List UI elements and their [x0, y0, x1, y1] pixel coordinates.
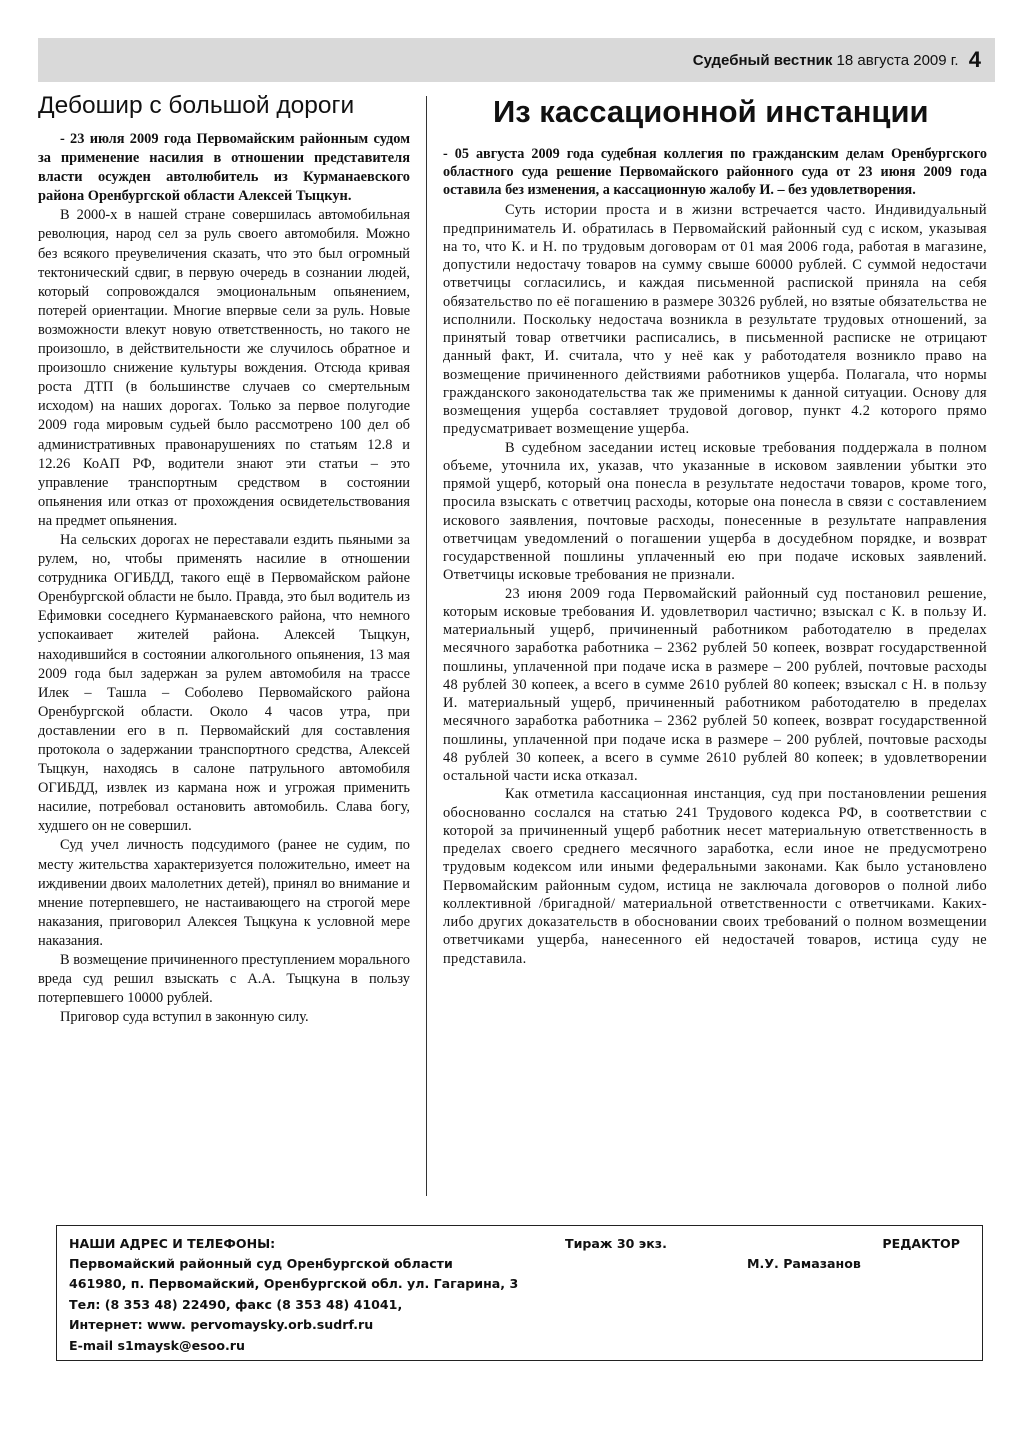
circulation: Тираж 30 экз.: [565, 1236, 667, 1251]
contacts-box: [56, 1225, 983, 1361]
left-paragraph-2: На сельских дорогах не переставали ездить пьяными за рулем, но, чтобы применять насилие в отношении сотрудника ОГИБДД, такого ещё в Первомайском районе Оренбургской области не было. Правда, это был водитель из Ефимовки соседнего Курманаевского района, что немного успокаивает жителей района. Алексей Тыцкун, находившийся в состоянии алкогольного опьянения, 13 мая 2009 года был задержан за рулем автомобиля на трассе Илек – Ташла – Соболево Первомайского района Оренбургской области. Около 4 часов утра, при доставлении его в п. Первомайский для составления протокола о задержании транспортного средства, Алексей Тыцкун, находясь в салоне патрульного автомобиля ОГИБДД, извлек из кармана нож и угрожая применить насилие, потребовал остановить автомобиль. Слава богу, худшего он не совершил.: [38, 531, 410, 835]
website-link[interactable]: Интернет: www. pervomaysky.orb.sudrf.ru: [69, 1317, 374, 1332]
left-paragraph-4: В возмещение причиненного преступлением морального вреда суд решил взыскать с А.А. Тыцкуна в пользу потерпевшего 10000 рублей.: [38, 952, 410, 1007]
page-number: 4: [968, 47, 981, 72]
court-address: 461980, п. Первомайский, Оренбургской обл. ул. Гагарина, 3: [69, 1276, 519, 1291]
issue-date: 18 августа 2009 г.: [836, 52, 959, 69]
right-paragraph-1: Суть истории проста и в жизни встречается часто. Индивидуальный предприниматель И. обратилась в Первомайский районный суд с иском, указывая на то, что К. и Н. по трудовым договорам от 01 мая 2006 года, работая в магазине, допустили недостачу товаров на сумму свыше 60000 рублей. С суммой недостачи ответчицы согласились, и каждая письменной распиской приняла на себя обязательство по её погашению в размере 30326 рублей, но взятые обязательства не исполнили. Поскольку недостача возникла в результате трудовых отношений, за принятый товар ответчики расписались, в письменной расписке не отрицают данный факт, И. считала, что у неё как у работодателя возникло право на возмещение причиненного действиями работников ущерба. Полагала, что нормы гражданского законодательства так же применимы к данной ситуации. Основу для возмещения ущерба составляет трудовой договор, пункт 4.2 которого прямо предусматривает возмещение ущерба.: [443, 202, 987, 438]
right-article-title: Из кассационной инстанции: [493, 94, 929, 129]
left-article: [38, 92, 410, 1027]
court-phones: Тел: (8 353 48) 22490, факс (8 353 48) 41041,: [69, 1297, 403, 1312]
right-paragraph-2: В судебном заседании истец исковые требования поддержала в полном объеме, уточнила их, указав, что указанные в исковом заявлении убытки это прямой ущерб, который она понесла в результате недостачи товаров, кроме того, просила взыскать с ответчиц расходы, которые она понесла в связи с составлением искового заявления, почтовые расходы, понесенные в результате направления ответчицам уведомлений о погашении ущерба в досудебном порядке, и возврат государственной пошлины уплаченный ею при подаче исковых заявлений. Ответчицы исковые требования не признали.: [443, 439, 987, 584]
right-article: [443, 92, 987, 968]
court-name: Первомайский районный суд Оренбургской области: [69, 1256, 453, 1271]
right-article-lead: - 05 августа 2009 года судебная коллегия по гражданским делам Оренбургского областного суда решение Первомайского районного суда от 23 июня 2009 года оставила без изменения, а кассационную жалобу И. – без удовлетворения.: [443, 146, 987, 198]
editor-label: РЕДАКТОР: [882, 1236, 960, 1251]
editor-name: М.У. Рамазанов: [747, 1256, 861, 1271]
left-paragraph-1: В 2000-х в нашей стране совершилась автомобильная революция, народ сел за руль своего автомобиля. Можно без всякого преувеличения сказать, что это был огромный тектонический сдвиг, в первую очередь в сознании людей, который сопровождался эмоциональным опьянением, потерей ориентации. Многие впервые сели за руль. Новые возможности влекут новую ответственность, но такого не произошло, в действительности же случилось обратное и произошло снижение культуры вождения. Отсюда кривая роста ДТП (в большинстве случаев со смертельным исходом) на наших дорогах. Только за первое полугодие 2009 года мировым судьей было рассмотрено 100 дел об административных правонарушениях по статьям 12.8 и 12.26 КоАП РФ, водители знают эти статьи – это управление транспортным средством в состоянии опьянения или отказ от прохождения освидетельствования на предмет опьянения.: [38, 207, 410, 529]
left-article-title: Дебошир с большой дороги: [38, 92, 355, 119]
contacts-heading: НАШИ АДРЕС И ТЕЛЕФОНЫ:: [69, 1236, 276, 1251]
right-paragraph-4: Как отметила кассационная инстанция, суд при постановлении решения обоснованно сослался на статью 241 Трудового кодекса РФ, в соответствии с которой за причиненный ущерб работник несет материальную ответственность в пределах своего среднего месячного заработка, если иное не предусмотрено трудовым кодексом или иными федеральными законами. Как было установлено Первомайским районным судом, истица не заключала договоров о полной либо коллективной /бригадной/ материальной ответственности с ответчиками. Каких-либо других доказательств в обосновании своих требований о полном возмещении ответчиками ущерба, нанесенного ей недостачей товаров, истица суду не представила.: [443, 786, 987, 967]
left-paragraph-5: Приговор суда вступил в законную силу.: [60, 1009, 309, 1026]
left-article-lead: - 23 июля 2009 года Первомайским районным судом за применение насилия в отношении представителя власти осужден автолюбитель из Курманаевского района Оренбургской области Алексей Тыцкун.: [38, 131, 410, 205]
page-header: [38, 38, 995, 82]
column-divider: [426, 96, 427, 1196]
header-info: [693, 47, 981, 73]
right-paragraph-3: 23 июня 2009 года Первомайский районный суд постановил решение, которым исковые требования И. удовлетворил частично; взыскал с К. в пользу И. материальный ущерб, причиненный работником работодателю в пределах месячного заработка работника – 2362 рублей 50 копеек, возврат государственной пошлины, уплаченной при подаче иска в размере – 200 рублей, почтовые расходы 48 рублей 30 копеек, а всего в сумме 2610 рублей 80 копеек; взыскал с Н. в пользу И. материальный ущерб, причиненный работником работодателю в пределах месячного заработка работника – 2362 рублей 50 копеек, возврат государственной пошлины, уплаченной при подаче иска в размере – 200 рублей, почтовые расходы 48 рублей 30 копеек, а всего в сумме 2610 рублей 80 копеек; в удовлетворении остальной части иска отказал.: [443, 585, 987, 785]
left-paragraph-3: Суд учел личность подсудимого (ранее не судим, по месту жительства характеризуется положительно, имеет на иждивении двоих малолетних детей), принял во внимание и мнение потерпевшего, не настаивающего на строгой мере наказания, приговорил Алексея Тыцкуна к условной мере наказания.: [38, 837, 410, 949]
email-link[interactable]: E-mail s1maysk@esoo.ru: [69, 1338, 245, 1353]
newspaper-name: Судебный вестник: [692, 52, 833, 69]
